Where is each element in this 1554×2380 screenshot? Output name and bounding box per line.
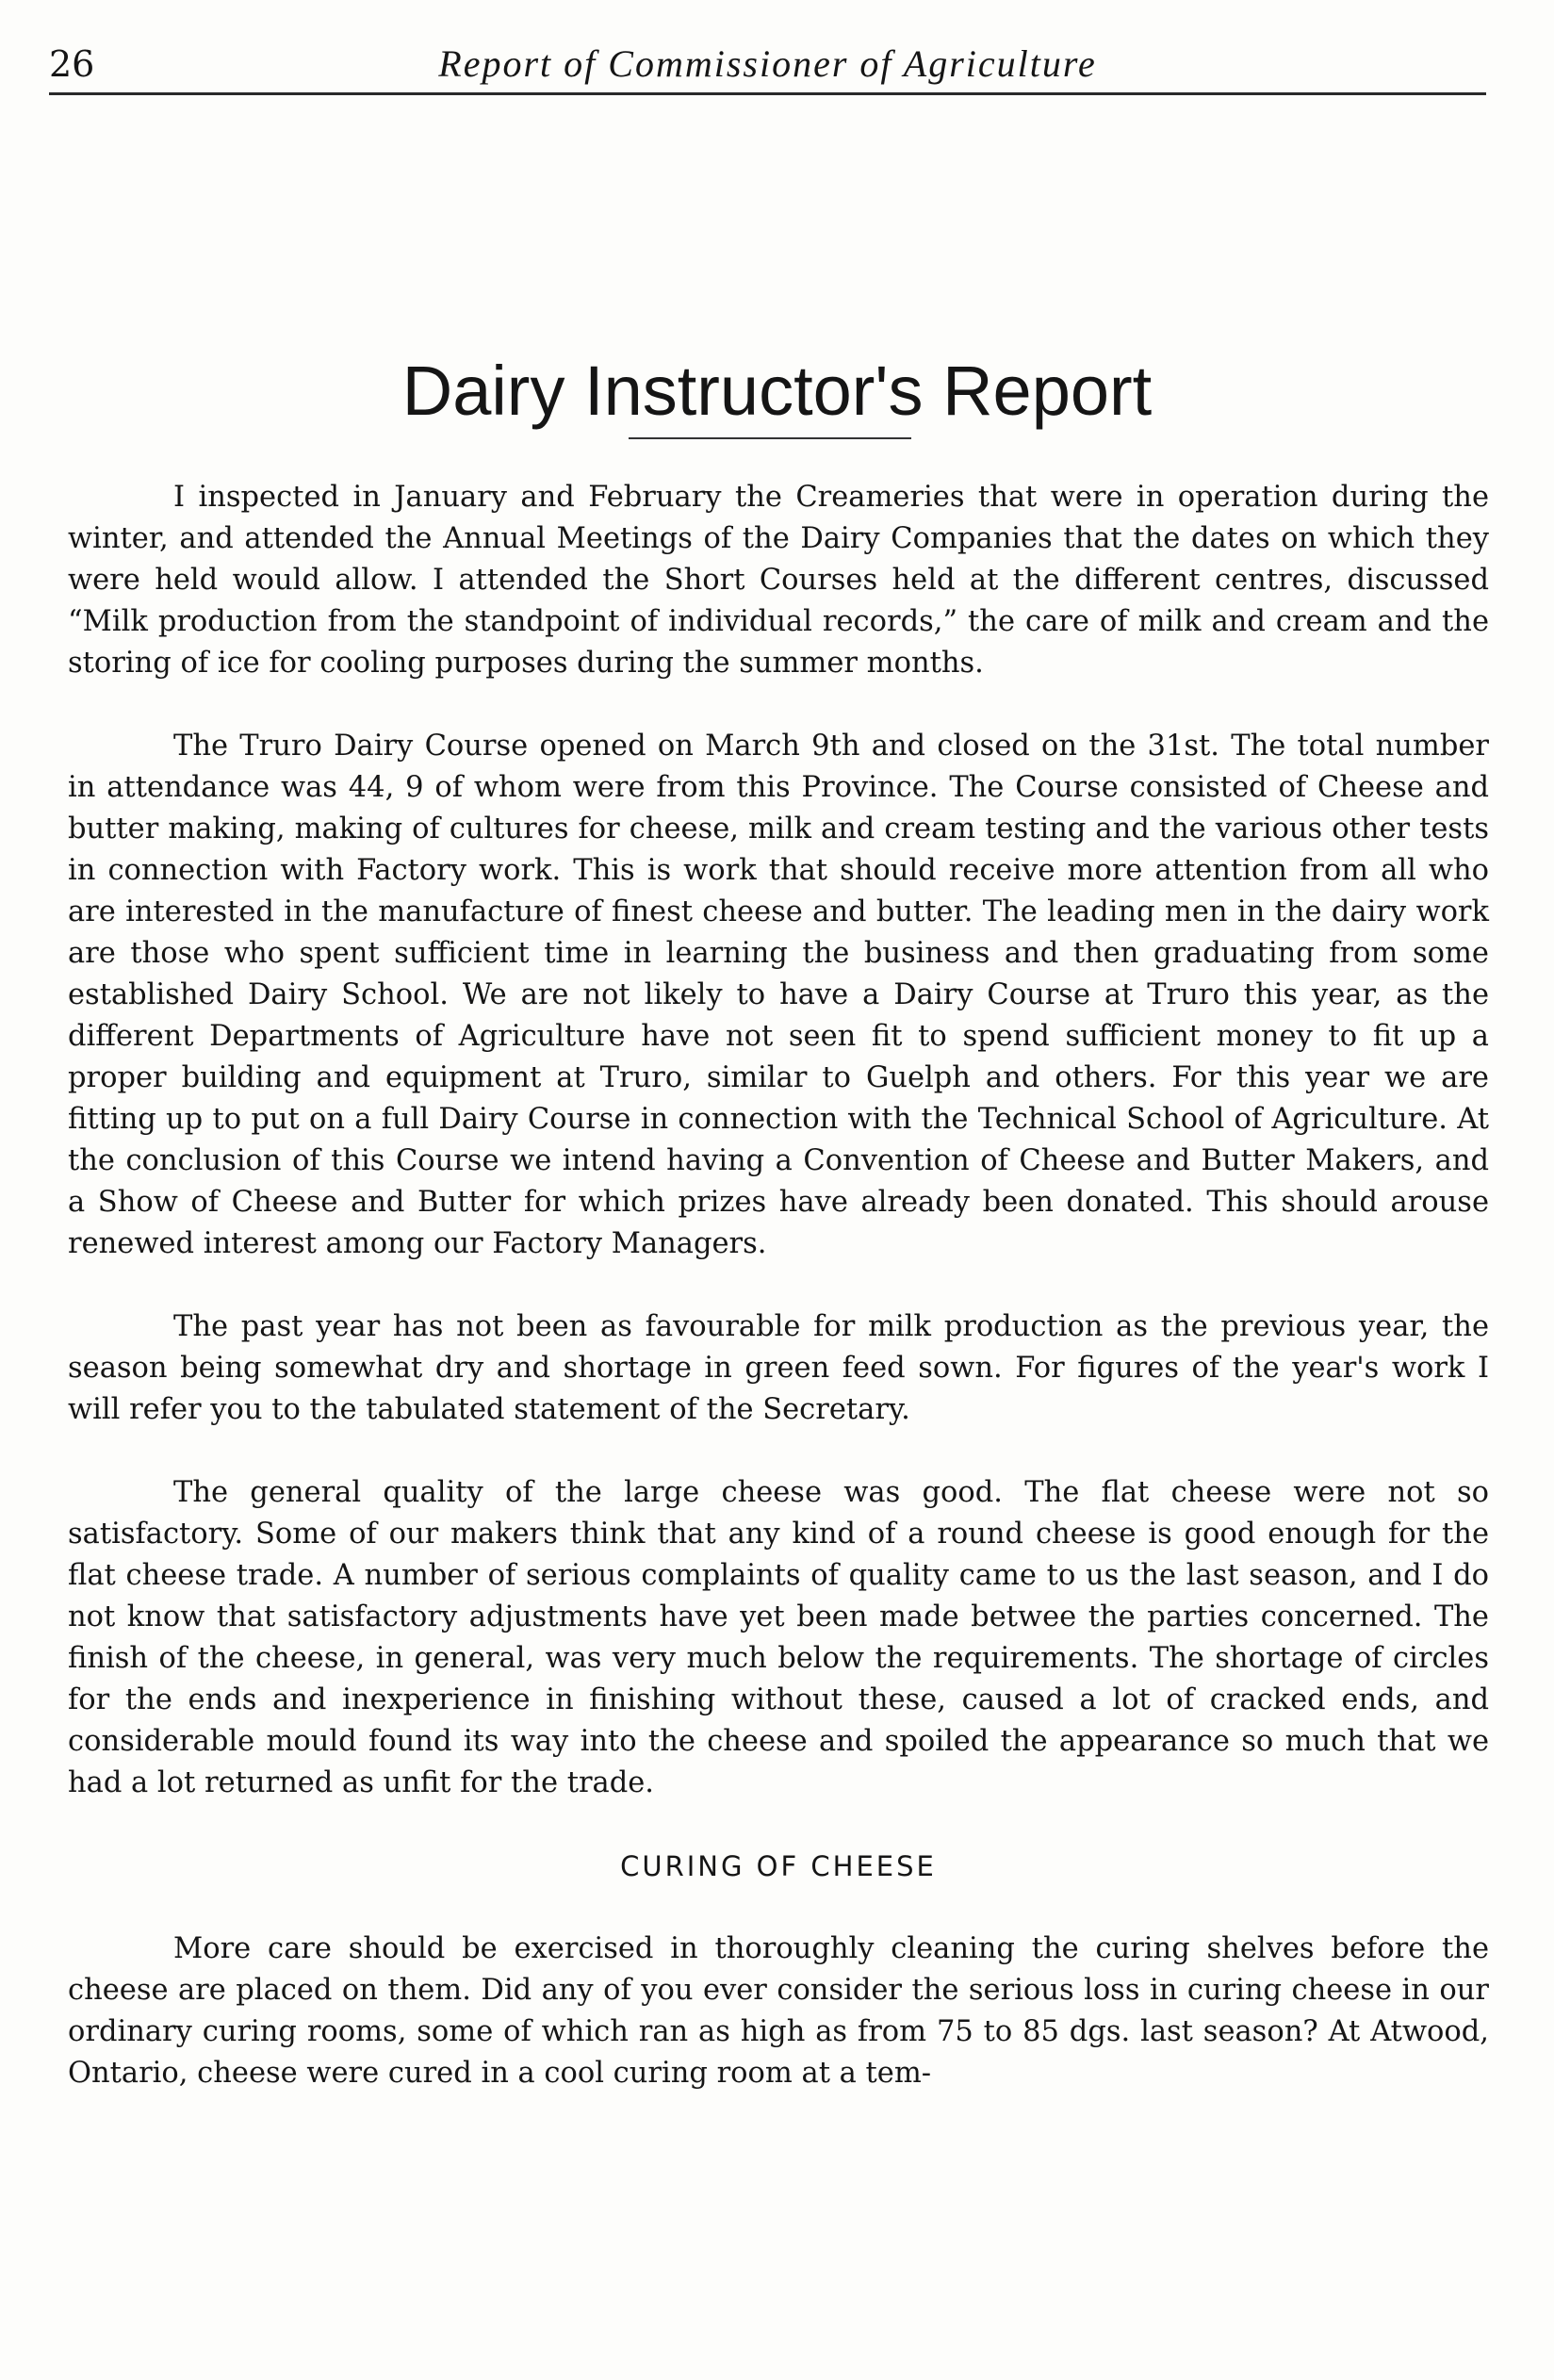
title-divider	[629, 437, 911, 439]
page-number: 26	[49, 43, 95, 85]
paragraph-truro-course: The Truro Dairy Course opened on March 9th and closed on the 31st. The total number in attendance was 44, 9 of whom were from this Province. The Course consisted of Cheese and butter making, making of cultures for cheese, milk and cream testing and the various other tests in connection with Factory work. This is work that should receive more attention from all who are interested in the manufacture of finest cheese and butter. The leading men in the dairy work are those who spent sufficient time in learning the business and then graduating from some established Dairy School. We are not likely to have a Dairy Course at Truro this year, as the different Departments of Agriculture have not seen fit to spend sufficient money to fit up a proper building and equipment at Truro, similar to Guelph and others. For this year we are fitting up to put on a full Dairy Course in connection with the Technical School of Agriculture. At the conclusion of this Course we intend having a Convention of Cheese and Butter Makers, and a Show of Cheese and Butter for which prizes have already been donated. This should arouse renewed interest among our Factory Managers.	[68, 730, 1489, 1260]
paragraph-curing: More care should be exercised in thoroughly cleaning the curing shelves before the cheese are placed on them. Did any of you ever consider the serious loss in curing cheese in our ordinary curing rooms, some of which ran as high as from 75 to 85 dgs. last season? At Atwood, Ontario, cheese were cured in a cool curing room at a tem-	[68, 1932, 1489, 2090]
paragraph-past-year: The past year has not been as favourable for milk production as the previous year, the season being somewhat dry and shortage in green feed sown. For figures of the year's work I will refer you to the tabulated statement of the Secretary.	[68, 1310, 1489, 1426]
running-head	[49, 36, 1486, 95]
paragraph-inspections: I inspected in January and February the Creameries that were in operation during the winter, and attended the Annual Meetings of the Dairy Companies that the dates on which they were held would allow. I attended the Short Courses held at the different centres, discussed “Milk production from the standpoint of individual records,” the care of milk and cream and the storing of ice for cooling purposes during the summer months.	[68, 481, 1489, 680]
report-body	[68, 477, 1489, 2136]
running-title: Report of Commissioner of Agriculture	[438, 42, 1097, 85]
paragraph-cheese-quality: The general quality of the large cheese was good. The flat cheese were not so satisfactory. Some of our makers think that any kind of a round cheese is good enough for the flat cheese trade. A number of serious complaints of quality came to us the last season, and I do not know that satisfactory adjustments have yet been made betwee the parties concerned. The finish of the cheese, in general, was very much below the requirements. The shortage of circles for the ends and inexperience in finishing without these, caused a lot of cracked ends, and considerable mould found its way into the cheese and spoiled the appearance so much that we had a lot returned as unfit for the trade.	[68, 1476, 1489, 1799]
section-heading-curing: CURING OF CHEESE	[620, 1850, 937, 1882]
report-title: Dairy Instructor's Report	[401, 351, 1153, 430]
